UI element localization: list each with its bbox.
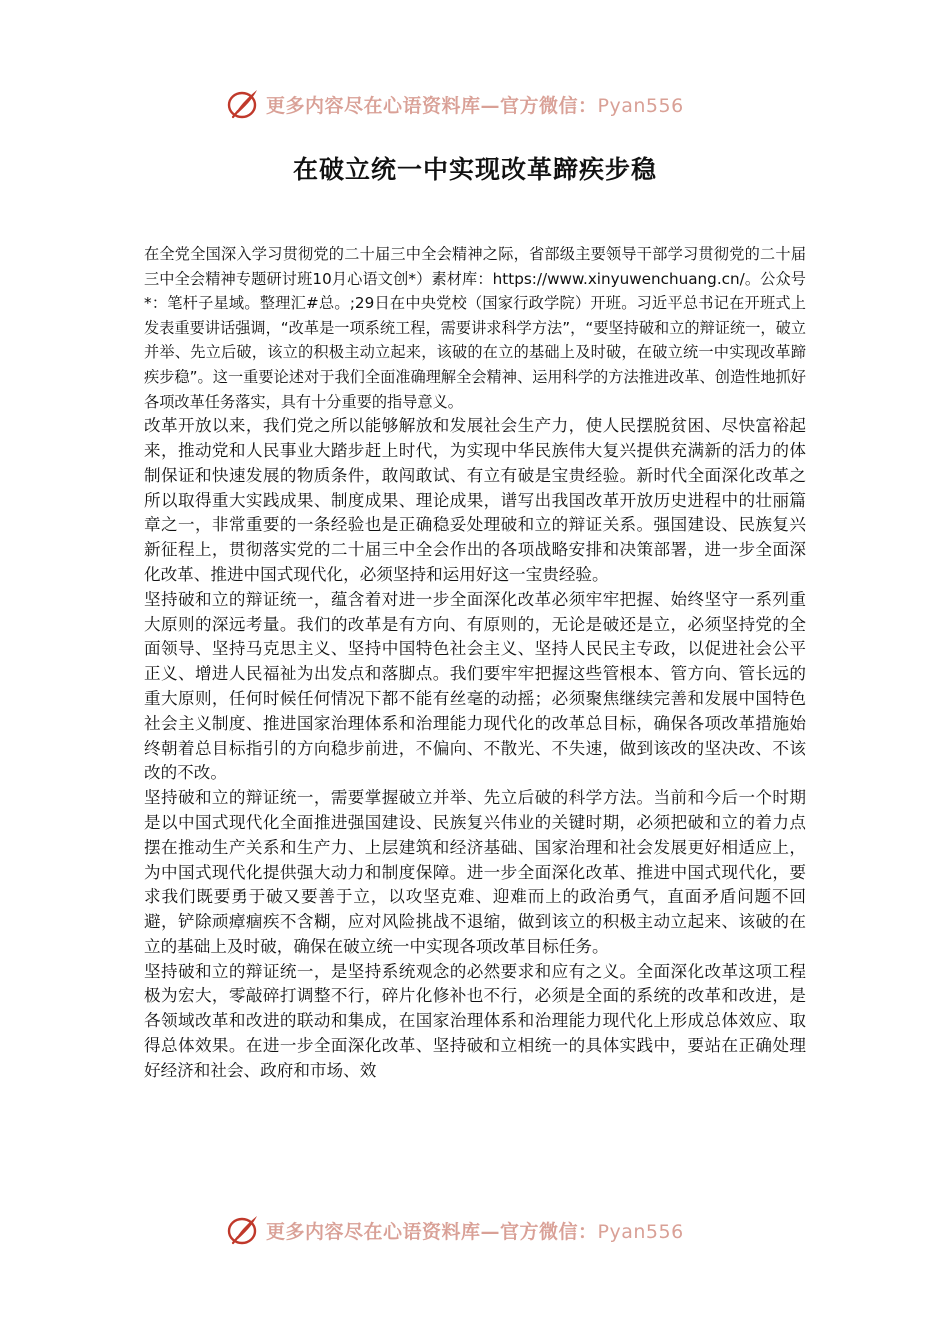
- body-paragraph-4: 坚持破和立的辩证统一，是坚持系统观念的必然要求和应有之义。全面深化改革这项工程极为宏大，零敲碎打调整不行，碎片化修补也不行，必须是全面的系统的改革和改进，是各领域改革和改进的联动和集成，在国家治理体系和治理能力现代化上形成总体效应、取得总体效果。在进一步全面深化改革、坚持破和立相统一的具体实践中，要站在正确处理好经济和社会、政府和市场、效: [144, 961, 806, 1080]
- body-paragraph-1: 改革开放以来，我们党之所以能够解放和发展社会生产力，使人民摆脱贫困、尽快富裕起来，推动党和人民事业大踏步赶上时代，为实现中华民族伟大复兴提供充满新的活力的体制保证和快速发展的物质条件，敢闯敢试、有立有破是宝贵经验。新时代全面深化改革之所以取得重大实践成果、制度成果、理论成果，谱写出我国改革开放历史进程中的壮丽篇章之一，非常重要的一条经验也是正确稳妥处理破和立的辩证关系。强国建设、民族复兴新征程上，贯彻落实党的二十届三中全会作出的各项战略安排和决策部署，进一步全面深化改革、推进中国式现代化，必须坚持和运用好这一宝贵经验。: [144, 416, 806, 584]
- document-title: 在破立统一中实现改革蹄疾步稳: [292, 155, 657, 184]
- intro-paragraph: 在全党全国深入学习贯彻党的二十届三中全会精神之际，省部级主要领导干部学习贯彻党的二十届三中全会精神专题研讨班10月心语文创*）素材库：https://www.xinyuwenchuang.cn/。公众号*：笔杆子星域。整理汇#总。;29日在中央党校（国家行政学院）开班。习近平总书记在开班式上发表重要讲话强调，“改革是一项系统工程，需要讲求科学方法”，“要坚持破和立的辩证统一，破立并举、先立后破，该立的积极主动立起来，该破的在立的基础上及时破，在破立统一中实现改革蹄疾步稳”。这一重要论述对于我们全面准确理解全会精神、运用科学的方法推进改革、创造性地抓好各项改革任务落实，具有十分重要的指导意义。: [144, 245, 806, 411]
- footer-watermark-banner: [226, 1210, 726, 1250]
- quill-logo-icon: [226, 1212, 262, 1248]
- banner-text: 更多内容尽在心语资料库—官方微信：Pyan556: [266, 1220, 684, 1243]
- wechat-id: Pyan556: [597, 94, 684, 117]
- header-watermark-banner: [226, 84, 726, 124]
- quill-logo-icon: [226, 86, 262, 122]
- wechat-id: Pyan556: [597, 1220, 684, 1243]
- body-paragraph-2: 坚持破和立的辩证统一，蕴含着对进一步全面深化改革必须牢牢把握、始终坚守一系列重大原则的深远考量。我们的改革是有方向、有原则的，无论是破还是立，必须坚持党的全面领导、坚持马克思主义、坚持中国特色社会主义、坚持人民民主专政，以促进社会公平正义、增进人民福祉为出发点和落脚点。我们要牢牢把握这些管根本、管方向、管长远的重大原则，任何时候任何情况下都不能有丝毫的动摇；必须聚焦继续完善和发展中国特色社会主义制度、推进国家治理体系和治理能力现代化的改革总目标，确保各项改革措施始终朝着总目标指引的方向稳步前进，不偏向、不散光、不失速，做到该改的坚决改、不该改的不改。: [144, 589, 806, 783]
- document-body: [144, 242, 806, 1084]
- banner-text: 更多内容尽在心语资料库—官方微信：Pyan556: [266, 94, 684, 117]
- body-paragraph-3: 坚持破和立的辩证统一，需要掌握破立并举、先立后破的科学方法。当前和今后一个时期是以中国式现代化全面推进强国建设、民族复兴伟业的关键时期，必须把破和立的着力点摆在推动生产关系和生产力、上层建筑和经济基础、国家治理和社会发展更好相适应上，为中国式现代化提供强大动力和制度保障。进一步全面深化改革、推进中国式现代化，要求我们既要勇于破又要善于立，以攻坚克难、迎难而上的政治勇气，直面矛盾问题不回避，铲除顽瘴痼疾不含糊，应对风险挑战不退缩，做到该立的积极主动立起来、该破的在立的基础上及时破，确保在破立统一中实现各项改革目标任务。: [144, 788, 806, 956]
